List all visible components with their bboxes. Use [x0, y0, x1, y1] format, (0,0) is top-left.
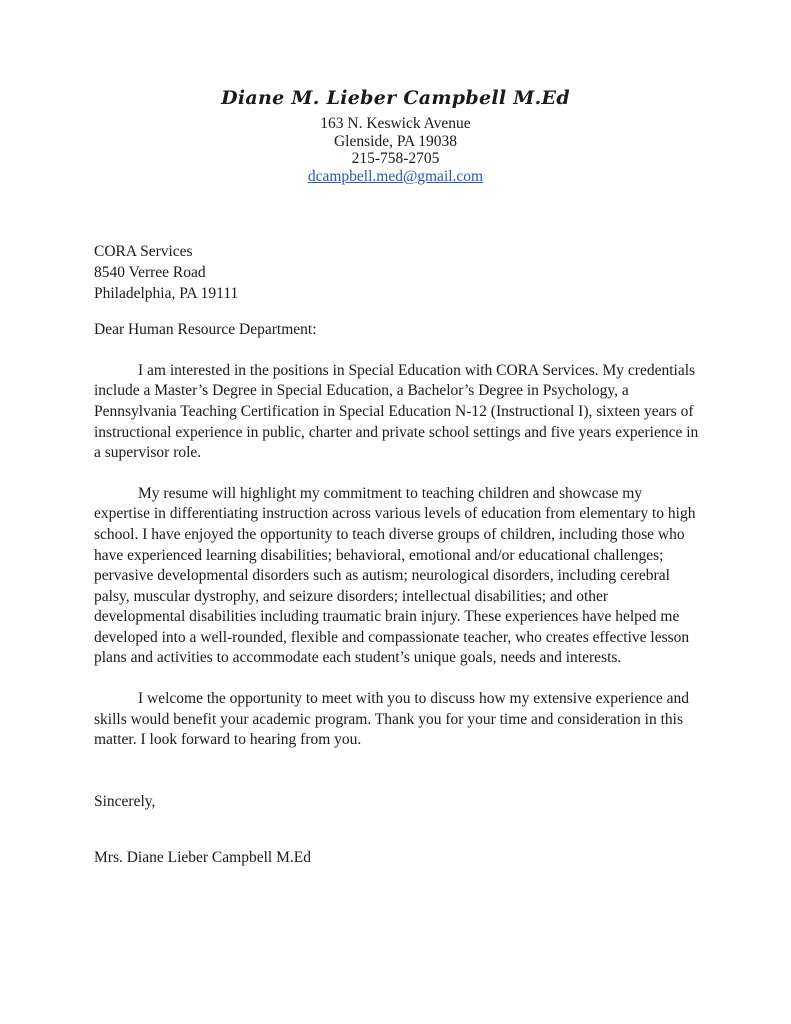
signature-name: Mrs. Diane Lieber Campbell M.Ed [94, 849, 311, 867]
letterhead [0, 0, 791, 185]
sender-address-city: Glenside, PA 19038 [333, 132, 457, 150]
recipient-address-block [94, 242, 701, 304]
sender-email-link[interactable]: dcampbell.med@gmail.com [307, 167, 484, 185]
recipient-street: 8540 Verree Road [94, 263, 206, 281]
valediction: Sincerely, [94, 792, 156, 810]
salutation: Dear Human Resource Department: [94, 321, 317, 339]
recipient-name: CORA Services [94, 243, 193, 261]
letter-body [94, 242, 701, 869]
paragraph-closing: I welcome the opportunity to meet with you to discuss how my extensive experience and skills would benefit your academic program. Thank you for your time and consideration in this matter. I look forward to hearing from you. [94, 690, 689, 749]
sender-address-street: 163 N. Keswick Avenue [320, 115, 471, 132]
paragraph-credentials: I am interested in the positions in Special Education with CORA Services. My credentials include a Master’s Degree in Special Education, a Bachelor’s Degree in Psychology, a Pennsylvania Teaching Certification in Special Education N-12 (Instructional I), sixteen years of instructional experience in public, charter and private school settings and five years experience in a supervisor role. [94, 361, 699, 462]
sender-phone: 215-758-2705 [351, 150, 440, 168]
sender-name: Diane M. Lieber Campbell M.Ed [221, 87, 570, 109]
recipient-city: Philadelphia, PA 19111 [94, 284, 239, 302]
paragraph-experience: My resume will highlight my commitment to teaching children and showcase my expertise in differentiating instruction across various levels of education from elementary to high school. I have enjoyed the opportunity to teach diverse groups of children, including those who have experienced learning disabilities; behavioral, emotional and/or educational challenges; pervasive developmental disorders such as autism; neurological disorders, including cerebral palsy, muscular dystrophy, and seizure disorders; intellectual disabilities; and other developmental disabilities including traumatic brain injury. These experiences have helped me developed into a well-rounded, flexible and compassionate teacher, who creates effective lesson plans and activities to accommodate each student’s unique goals, needs and interests. [94, 484, 696, 667]
